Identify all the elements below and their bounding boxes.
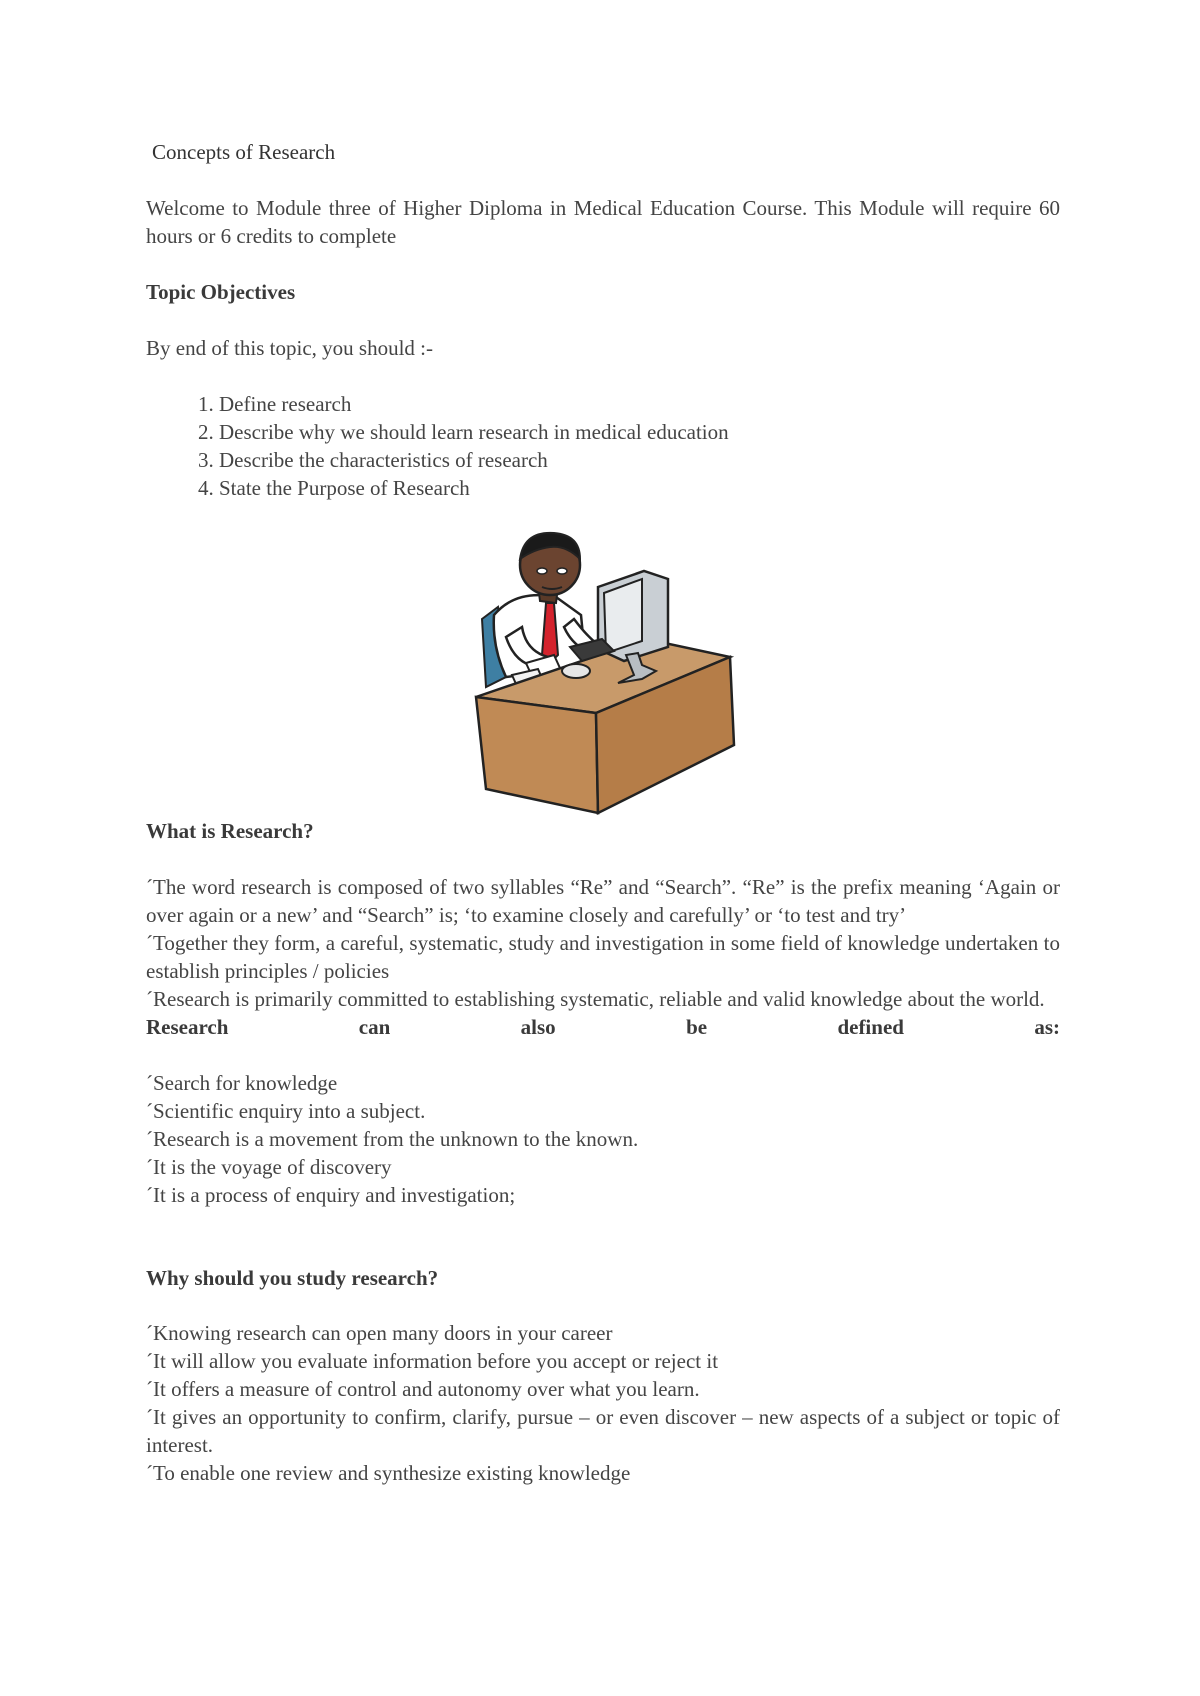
objectives-lead: By end of this topic, you should :- <box>146 336 433 360</box>
definition-item: ´Scientific enquiry into a subject. <box>146 1099 426 1123</box>
why-study-heading: Why should you study research? <box>146 1266 439 1290</box>
research-paragraph: ´Research is primarily committed to establishing systematic, reliable and valid knowledge about the world. <box>146 987 1045 1011</box>
defined-as-heading <box>146 1013 1060 1041</box>
objectives-heading: Topic Objectives <box>146 280 296 304</box>
defined-as-word: also <box>520 1015 556 1039</box>
definition-item: ´Research is a movement from the unknown to the known. <box>146 1127 639 1151</box>
objectives-list <box>146 390 1060 502</box>
intro-paragraph: Welcome to Module three of Higher Diploma in Medical Education Course. This Module will require 60 hours or 6 credits to complete <box>146 196 1060 248</box>
researcher-at-computer-illustration <box>446 527 756 817</box>
list-item: 1. Define research <box>219 390 1060 418</box>
what-is-research-heading: What is Research? <box>146 819 314 843</box>
research-paragraph: ´The word research is composed of two syllables “Re” and “Search”. “Re” is the prefix meaning ‘Again or over again or a new’ and “Search” is; ‘to examine closely and carefully’ or ‘to test and try’ <box>146 875 1060 927</box>
why-study-item: ´It will allow you evaluate information before you accept or reject it <box>146 1349 719 1373</box>
list-item: 4. State the Purpose of Research <box>219 474 1060 502</box>
defined-as-word: Research <box>146 1015 229 1039</box>
why-study-item: ´To enable one review and synthesize existing knowledge <box>146 1461 631 1485</box>
defined-as-word: can <box>358 1015 391 1039</box>
definition-item: ´It is a process of enquiry and investigation; <box>146 1183 516 1207</box>
defined-as-word: defined <box>837 1015 904 1039</box>
illustration-area <box>146 527 1060 817</box>
why-study-item: ´It gives an opportunity to confirm, clarify, pursue – or even discover – new aspects of a subject or topic of interest. <box>146 1405 1060 1457</box>
document-title: Concepts of Research <box>152 140 336 164</box>
document-page <box>146 138 1060 1487</box>
why-study-item: ´Knowing research can open many doors in your career <box>146 1321 613 1345</box>
why-study-item: ´It offers a measure of control and autonomy over what you learn. <box>146 1377 700 1401</box>
definition-item: ´Search for knowledge <box>146 1071 338 1095</box>
definition-item: ´It is the voyage of discovery <box>146 1155 392 1179</box>
list-item: 2. Describe why we should learn research in medical education <box>219 418 1060 446</box>
list-item: 3. Describe the characteristics of research <box>219 446 1060 474</box>
defined-as-word: be <box>686 1015 708 1039</box>
defined-as-word: as: <box>1034 1015 1060 1039</box>
research-paragraph: ´Together they form, a careful, systematic, study and investigation in some field of knowledge undertaken to establish principles / policies <box>146 931 1060 983</box>
